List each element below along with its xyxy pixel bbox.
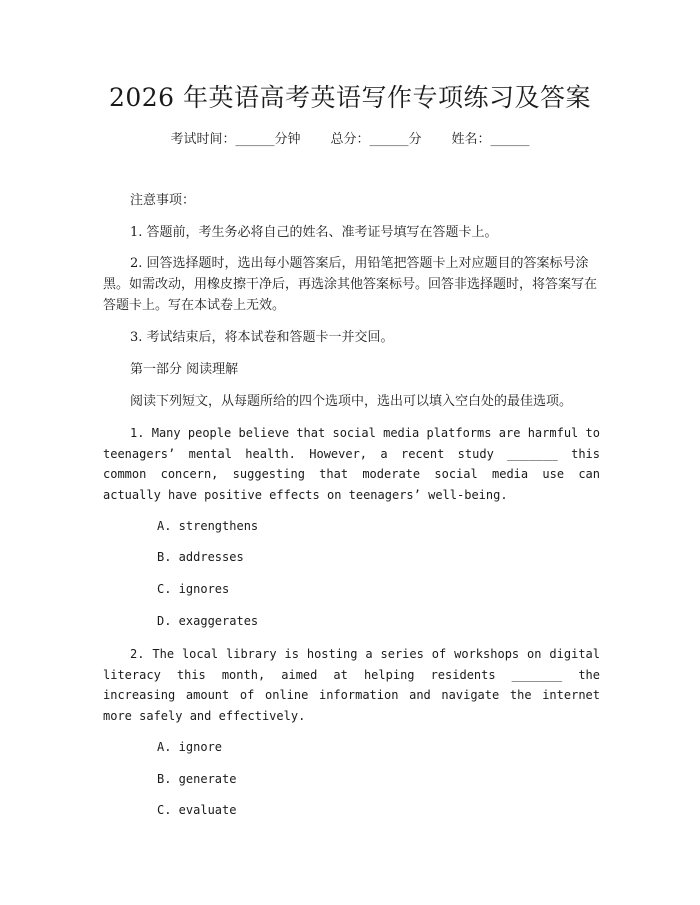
section-heading: 第一部分 阅读理解 — [130, 362, 239, 377]
exam-meta-line — [0, 130, 700, 150]
section-instruction: 阅读下列短文，从每题所给的四个选项中，选出可以填入空白处的最佳选项。 — [130, 394, 573, 409]
note-item-2: 2. 回答选择题时，选出每小题答案后，用铅笔把答题卡上对应题目的答案标号涂黑。如需改动，用橡皮擦干净后，再选涂其他答案标号。回答非选择题时，将答案写在答题卡上。写在本试卷上无效。 — [103, 256, 598, 313]
exam-time-field: 考试时间：______分钟 — [170, 132, 301, 147]
question-2-option-a: A. ignore — [157, 740, 223, 754]
question-2-option-b: B. generate — [157, 772, 237, 786]
name-field: 姓名：______ — [451, 132, 530, 147]
note-item-3: 3. 考试结束后，将本试卷和答题卡一并交回。 — [130, 330, 394, 345]
question-1-option-b: B. addresses — [157, 550, 244, 564]
question-2-text: 2. The local library is hosting a series of workshops on digital literacy this month, aimed at helping residents _______ the increasing amount of online information and navigate the internet more safely and effectively. — [103, 647, 600, 723]
notes-heading: 注意事项： — [130, 193, 196, 208]
document-title: 2026 年英语高考英语写作专项练习及答案 — [108, 83, 592, 112]
note-item-1: 1. 答题前，考生务必将自己的姓名、准考证号填写在答题卡上。 — [130, 225, 498, 240]
question-1-text: 1. Many people believe that social media platforms are harmful to teenagers’ mental health. However, a recent study _______ this common concern, suggesting that moderate social media use can actually have positive effects on teenagers’ well-being. — [103, 426, 600, 502]
total-score-field: 总分：______分 — [330, 132, 422, 147]
question-1-option-c: C. ignores — [157, 582, 230, 596]
question-1-option-a: A. strengthens — [157, 519, 259, 533]
question-2-option-c: C. evaluate — [157, 803, 237, 817]
question-1-option-d: D. exaggerates — [157, 614, 259, 628]
